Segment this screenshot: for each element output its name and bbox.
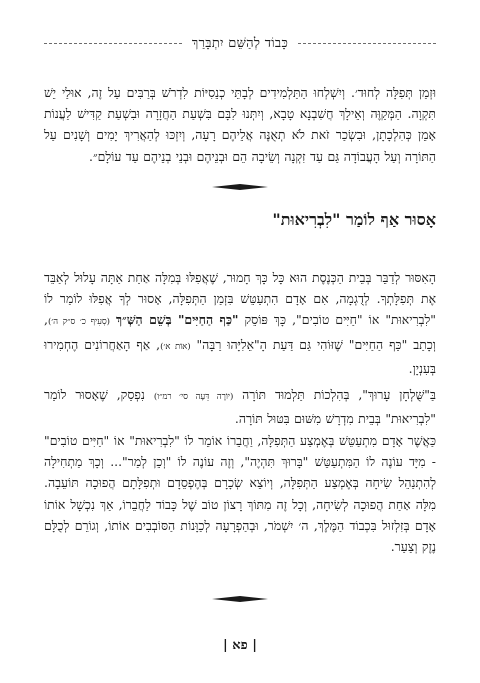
ornament-divider [212, 184, 268, 190]
reference-2: (אוֹת א׳) [160, 341, 191, 352]
ornament-divider-bottom [212, 596, 268, 602]
paragraph-3 [44, 384, 436, 429]
paragraph-3-text-2: נִפְסַק, שֶׁאָסוּר לוֹמַר "לִבְרִיאוּת" בְּבֵית מִדְרָשׁ מִשּׁוּם בִּטּוּל תּוֹרָה. [44, 387, 436, 427]
paragraph-2-text-2: , וְכָתַב "כַּף הַחַיִּים" שֶׁזּוֹהִי גַּם דַּעַת הָ"אֵלִיָּהוּ רַבָּה" [44, 312, 436, 352]
paragraph-1: וּזְמַן תְּפִלָּה לְחוּד׳. וְיִשְׁלְחוּ הַתַּלְמִידִים לְבָתֵּי כְנֵסִיּוֹת לִדְרֹשׁ בְּרַבִּים עַל זֶה, אוּלַי יֵשׁ תִּקְוָה. הַמְּקַוֶּה וְאֵילָךְ חֲשִׁבְנָא טָבָא, וְיִתְּנוּ לִבָּם בִּשְׁעַת הַחֲזָרָה וּבִשְׁעַת קַדִּישׁ לַעֲנוֹת אָמֵן כְּהִלְכָתָן, וּבִשְׂכַר זֹאת לֹא תְאֻנֶּה אֲלֵיהֶם רָעָה, וְיִזְכּוּ לְהַאֲרִיךְ יָמִים וְשָׁנִים עַל הַתּוֹרָה וְעַל הָעֲבוֹדָה גַּם עַד זִקְנָה וְשֵׂיבָה הֵם וּבְנֵיהֶם וּבְנֵי בְנֵיהֶם עַד עוֹלָם״. [44, 85, 436, 164]
page-number: | פא | [223, 638, 257, 653]
running-header [44, 34, 436, 52]
document-page [44, 0, 436, 683]
paragraph-2-text-3: , אַף הָאַחֲרוֹנִים הֶחְמִירוּ בְּעִנְיָן. [44, 336, 436, 376]
paragraph-4: כַּאֲשֶׁר אָדָם מִתְעַטֵּשׁ בְּאֶמְצַע הַתְּפִלָּה, וַחֲבֵרוֹ אוֹמֵר לוֹ "לִבְרִיאוּת" אוֹ "חַיִּים טוֹבִים" - מִיָּד עוֹנֶה לוֹ הַמִּתְעַטֵּשׁ "בָּרוּךְ תִּהְיֶה", וְזֶה עוֹנֶה לוֹ "וְכֵן לְמַר"... וְכָךְ מַתְחִילָה לְהִתְנַהֵל שִׂיחָה בְּאֶמְצַע הַתְּפִלָּה, וְיוֹצֵא שְׂכָרָם בְּהֶפְסֵדָם וּתְפִלָּתָם הֲפוּכָה תּוֹעֵבָה. מִלָּה אַחַת הֲפוּכָה לְשִׂיחָה, וְכָל זֶה מִתּוֹךְ רָצוֹן טוֹב שֶׁל כָּבוֹד לַחֲבֵרוֹ, אַךְ נִכְשָׁל אוֹתוֹ אָדָם בְּזִלְזוּל בִּכְבוֹד הַמֶּלֶךְ, ה׳ יִשְׁמֹר, וּבְהַפְרָעָה לְכַוָּנוֹת הַסּוֹבְבִים אוֹתוֹ, וְגוֹרֵם לְכֻלָּם נֶזֶק וְצַעַר. [44, 433, 436, 555]
source-kaf-hachaim: "כַּף הַחַיִּים" בְּשֵׁם הַשְּׁ״ךְ [115, 312, 239, 328]
paragraph-3-text-1: בַּ"שֻּׁלְחָן עָרוּךְ", בְּהִלְכוֹת תַּלְמוּד תּוֹרָה [233, 387, 436, 402]
section-title: אָסוּר אַף לוֹמַר "לִבְרִיאוּת" [272, 210, 436, 229]
header-rule-left [44, 43, 182, 44]
paragraph-2-text-1: הָאִסּוּר לְדַבֵּר בְּבֵית הַכְּנֶסֶת הוּא כָּל כָּךְ חָמוּר, שֶׁאֲפִלּוּ בְּמִלָּה אַחַת אַתָּה עָלוּל לְאַבֵּד אֶת תְּפִלָּתְךָ. לְדֻגְמָה, אִם אָדָם הִתְעַטֵּשׁ בִּזְמַן הַתְּפִלָּה, אָסוּר לְךָ אֲפִלּוּ לוֹמַר לוֹ "לִבְרִיאוּת" אוֹ "חַיִּים טוֹבִים", כָּךְ פּוֹסֵק [44, 270, 436, 328]
reference-3: (יוֹרֶה דֵּעָה סי׳ רמ״ו) [153, 392, 234, 402]
running-title: כָּבוֹד לְהַשֵּׁם יִתְבָּרַךְ [191, 36, 289, 51]
paragraph-2 [44, 267, 436, 379]
header-rule-right [298, 43, 436, 44]
reference-1: (סְעִיף כ׳ ס״ק ה׳) [47, 317, 110, 328]
